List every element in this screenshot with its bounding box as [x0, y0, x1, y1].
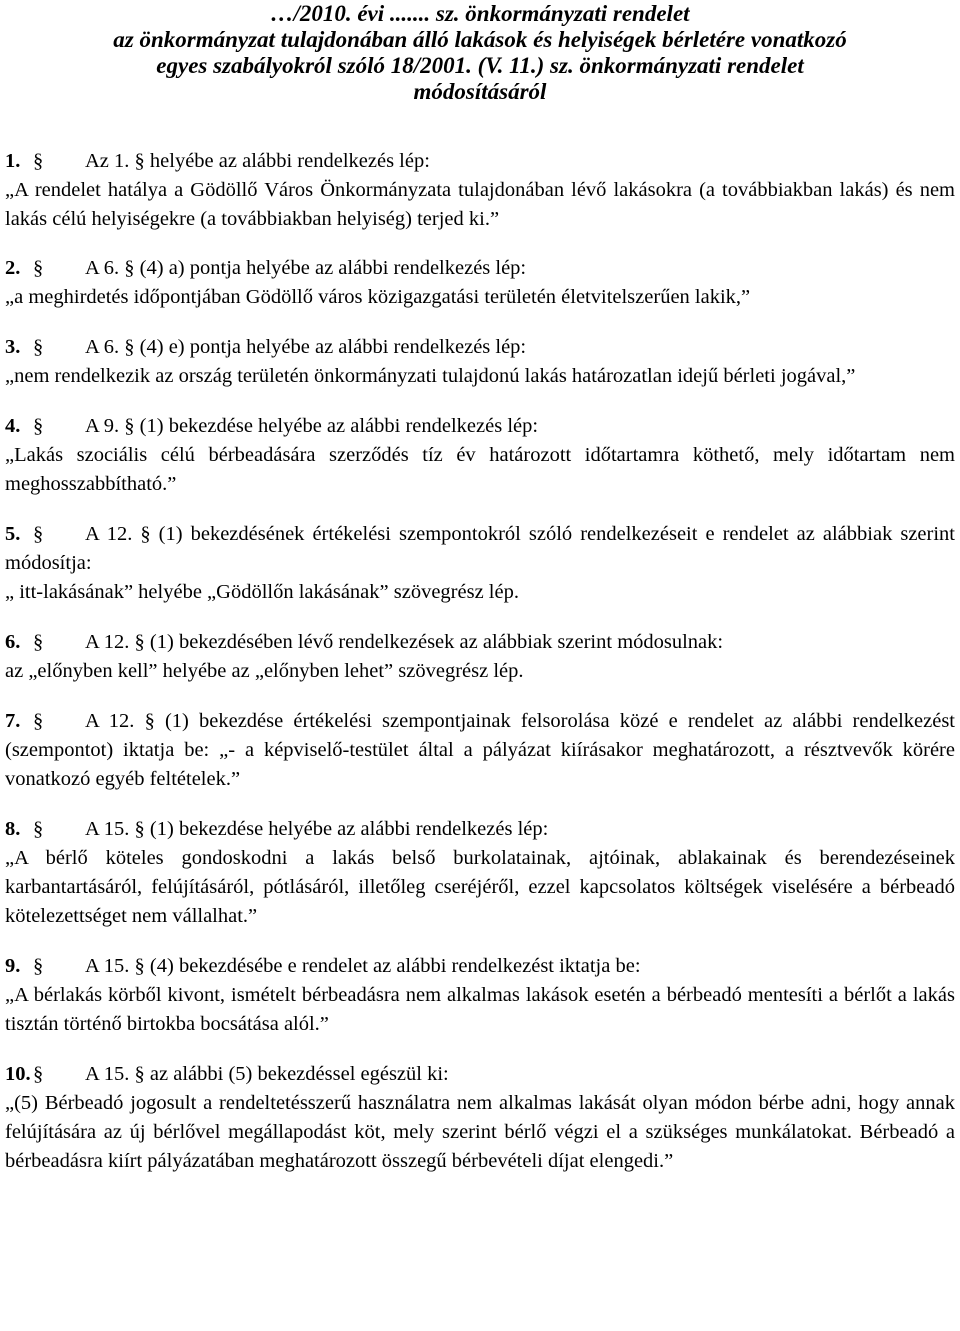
section-sign: §: [33, 257, 44, 279]
item-heading: A 15. § (4) bekezdésébe e rendelet az alábbi rendelkezést iktatja be:: [85, 955, 641, 977]
item-text: „a meghirdetés időpontjában Gödöllő város közigazgatási területén életvitelszerűen lakik,”: [5, 286, 751, 308]
amendment-item: [5, 333, 955, 391]
section-sign: §: [33, 818, 44, 840]
document-page: [5, 0, 955, 1197]
item-heading: A 6. § (4) a) pontja helyébe az alábbi rendelkezés lép:: [85, 257, 527, 279]
item-number: 10.: [5, 1063, 31, 1085]
amendment-list: [5, 147, 955, 1176]
item-number: 2.: [5, 257, 21, 279]
item-number: 3.: [5, 336, 21, 358]
item-text: „Lakás szociális célú bérbeadására szerződés tíz év határozott időtartamra köthető, mely időtartam nem meghosszabbítható.”: [5, 444, 955, 495]
amendment-item: [5, 628, 955, 686]
item-number: 1.: [5, 150, 21, 172]
item-heading: A 15. § az alábbi (5) bekezdéssel egészül ki:: [85, 1063, 449, 1085]
section-sign: §: [33, 1063, 44, 1085]
title-line: egyes szabályokról szóló 18/2001. (V. 11.) sz. önkormányzati rendelet: [156, 53, 804, 78]
item-text: „A bérlakás körből kivont, ismételt bérbeadásra nem alkalmas lakások esetén a bérbeadó mentesíti a bérlőt a lakás tisztán történő birtokba bocsátása alól.”: [5, 984, 955, 1035]
item-heading: A 12. § (1) bekezdése értékelési szempontjainak felsorolása közé e rendelet az alábbi rendelkezést (szempontot) iktatja be: „- a képviselő-testület által a pályázat kiírásakor meghatározott, a résztvevők körére vonatkozó egyéb feltételek.”: [5, 710, 955, 790]
section-sign: §: [33, 710, 44, 732]
title-line: az önkormányzat tulajdonában álló lakások és helyiségek bérletére vonatkozó: [113, 27, 847, 52]
amendment-item: [5, 815, 955, 931]
item-number: 8.: [5, 818, 21, 840]
item-number: 9.: [5, 955, 21, 977]
item-heading: A 15. § (1) bekezdése helyébe az alábbi rendelkezés lép:: [85, 818, 549, 840]
amendment-item: [5, 952, 955, 1039]
item-heading: A 12. § (1) bekezdésének értékelési szempontokról szóló rendelkezéseit e rendelet az alábbiak szerint módosítja:: [5, 523, 955, 574]
amendment-item: [5, 1060, 955, 1176]
item-number: 4.: [5, 415, 21, 437]
item-heading: A 9. § (1) bekezdése helyébe az alábbi rendelkezés lép:: [85, 415, 539, 437]
item-text: az „előnyben kell” helyébe az „előnyben lehet” szövegrész lép.: [5, 660, 524, 682]
amendment-item: [5, 707, 955, 794]
item-text: „A bérlő köteles gondoskodni a lakás belső burkolatainak, ajtóinak, ablakainak és berendezéseinek karbantartásáról, felújításáról, pótlásáról, illetőleg cseréjéről, ezzel kapcsolatos költségek viselésére a bérbeadó kötelezettséget nem vállalhat.”: [5, 847, 955, 927]
section-sign: §: [33, 415, 44, 437]
title-line: …/2010. évi ....... sz. önkormányzati rendelet: [270, 1, 690, 26]
document-title: [5, 1, 955, 105]
item-heading: Az 1. § helyébe az alábbi rendelkezés lép:: [85, 150, 430, 172]
item-number: 5.: [5, 523, 21, 545]
item-number: 7.: [5, 710, 21, 732]
amendment-item: [5, 412, 955, 499]
item-text: „nem rendelkezik az ország területén önkormányzati tulajdonú lakás határozatlan idejű bérleti jogával,”: [5, 365, 856, 387]
section-sign: §: [33, 631, 44, 653]
item-text: „A rendelet hatálya a Gödöllő Város Önkormányzata tulajdonában lévő lakásokra (a továbbiakban lakás) és nem lakás célú helyiségekre (a továbbiakban helyiség) terjed ki.”: [5, 179, 955, 230]
item-heading: A 6. § (4) e) pontja helyébe az alábbi rendelkezés lép:: [85, 336, 527, 358]
section-sign: §: [33, 150, 44, 172]
item-text: „ itt-lakásának” helyébe „Gödöllőn lakásának” szövegrész lép.: [5, 581, 519, 603]
amendment-item: [5, 254, 955, 312]
title-line: módosításáról: [413, 79, 547, 104]
item-heading: A 12. § (1) bekezdésében lévő rendelkezések az alábbiak szerint módosulnak:: [85, 631, 724, 653]
section-sign: §: [33, 955, 44, 977]
amendment-item: [5, 147, 955, 234]
item-number: 6.: [5, 631, 21, 653]
section-sign: §: [33, 336, 44, 358]
section-sign: §: [33, 523, 44, 545]
item-text: „(5) Bérbeadó jogosult a rendeltetésszerű használatra nem alkalmas lakását olyan módon bérbe adni, hogy annak felújítására az új bérlővel megállapodást köt, mely szerint bérlő végzi el a szükséges munkálatokat. Bérbeadó a bérbeadásra kiírt pályázatában meghatározott összegű bérbevételi díjat elengedi.”: [5, 1092, 955, 1172]
amendment-item: [5, 520, 955, 607]
